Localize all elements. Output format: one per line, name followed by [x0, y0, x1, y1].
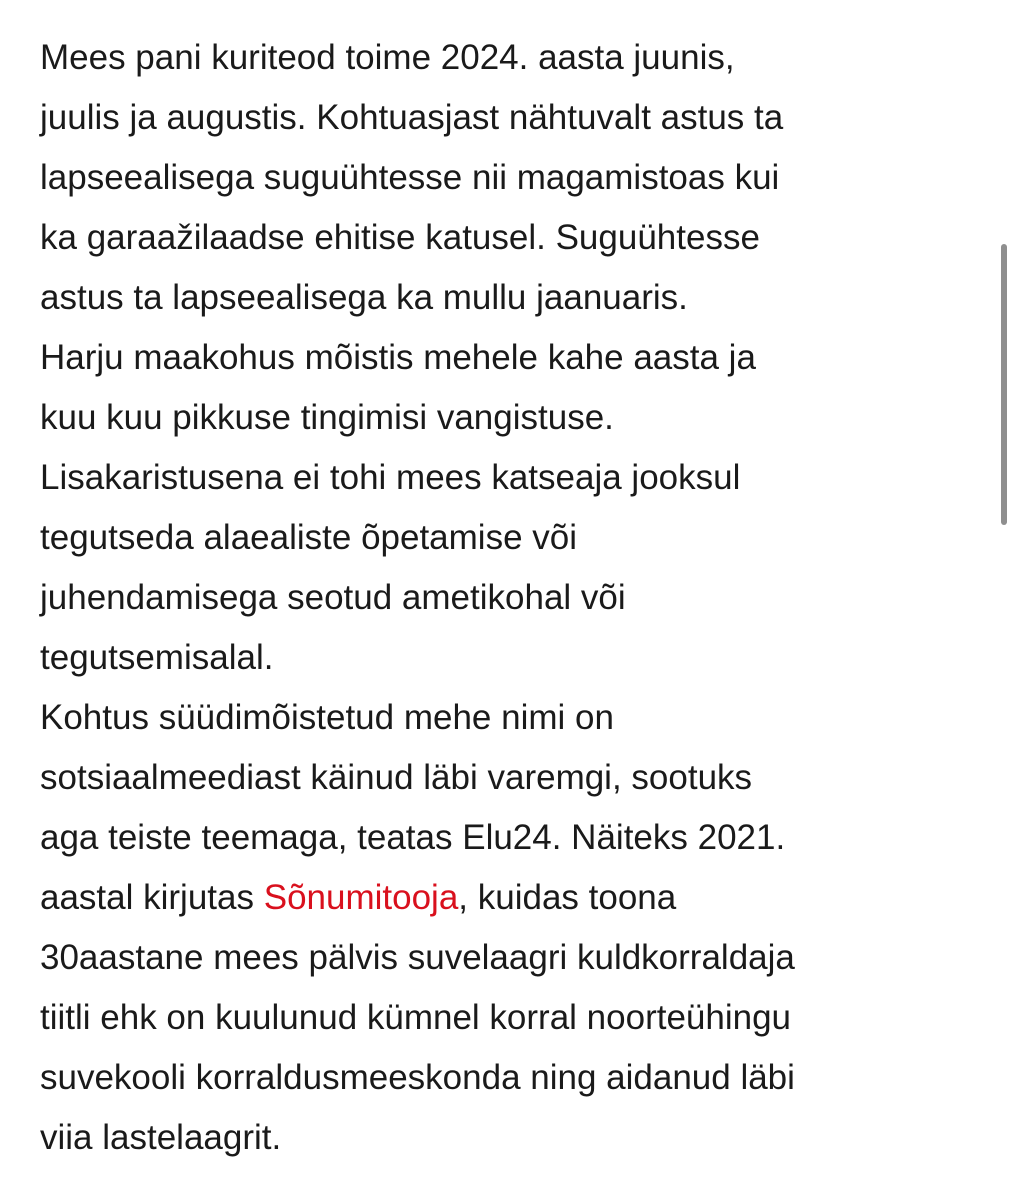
paragraph-background	[40, 688, 960, 1168]
text-line: tegutseda alaealiste õpetamise või	[40, 518, 578, 557]
text-line-with-link	[40, 868, 960, 928]
article-body	[40, 28, 960, 1168]
scrollbar-thumb[interactable]	[1001, 244, 1007, 525]
sonumitooja-link[interactable]: Sõnumitooja	[263, 878, 459, 917]
text-line: juulis ja augustis. Kohtuasjast nähtuvalt astus ta	[40, 98, 784, 137]
text-line: kuu kuu pikkuse tingimisi vangistuse.	[40, 398, 614, 437]
text-line: Mees pani kuriteod toime 2024. aasta juunis,	[40, 38, 735, 77]
text-line: sotsiaalmeediast käinud läbi varemgi, sootuks	[40, 758, 753, 797]
text-segment: , kuidas toona	[458, 878, 677, 917]
paragraph-sentence	[40, 328, 960, 688]
text-line: tiitli ehk on kuulunud kümnel korral noorteühingu	[40, 998, 792, 1037]
text-line: Kohtus süüdimõistetud mehe nimi on	[40, 698, 614, 737]
text-line: Lisakaristusena ei tohi mees katseaja jooksul	[40, 458, 741, 497]
text-line: astus ta lapseealisega ka mullu jaanuaris.	[40, 278, 688, 317]
text-line: juhendamisega seotud ametikohal või	[40, 578, 626, 617]
text-line: Harju maakohus mõistis mehele kahe aasta ja	[40, 338, 756, 377]
paragraph-crimes	[40, 28, 960, 328]
text-line: lapseealisega suguühtesse nii magamistoas kui	[40, 158, 780, 197]
text-line: aga teiste teemaga, teatas Elu24. Näiteks 2021.	[40, 818, 786, 857]
text-line: tegutsemisalal.	[40, 638, 274, 677]
text-line: 30aastane mees pälvis suvelaagri kuldkorraldaja	[40, 938, 795, 977]
text-line: suvekooli korraldusmeeskonda ning aidanud läbi	[40, 1058, 795, 1097]
text-line: ka garaažilaadse ehitise katusel. Suguühtesse	[40, 218, 760, 257]
text-line: viia lastelaagrit.	[40, 1118, 282, 1157]
text-segment: aastal kirjutas	[40, 878, 264, 917]
